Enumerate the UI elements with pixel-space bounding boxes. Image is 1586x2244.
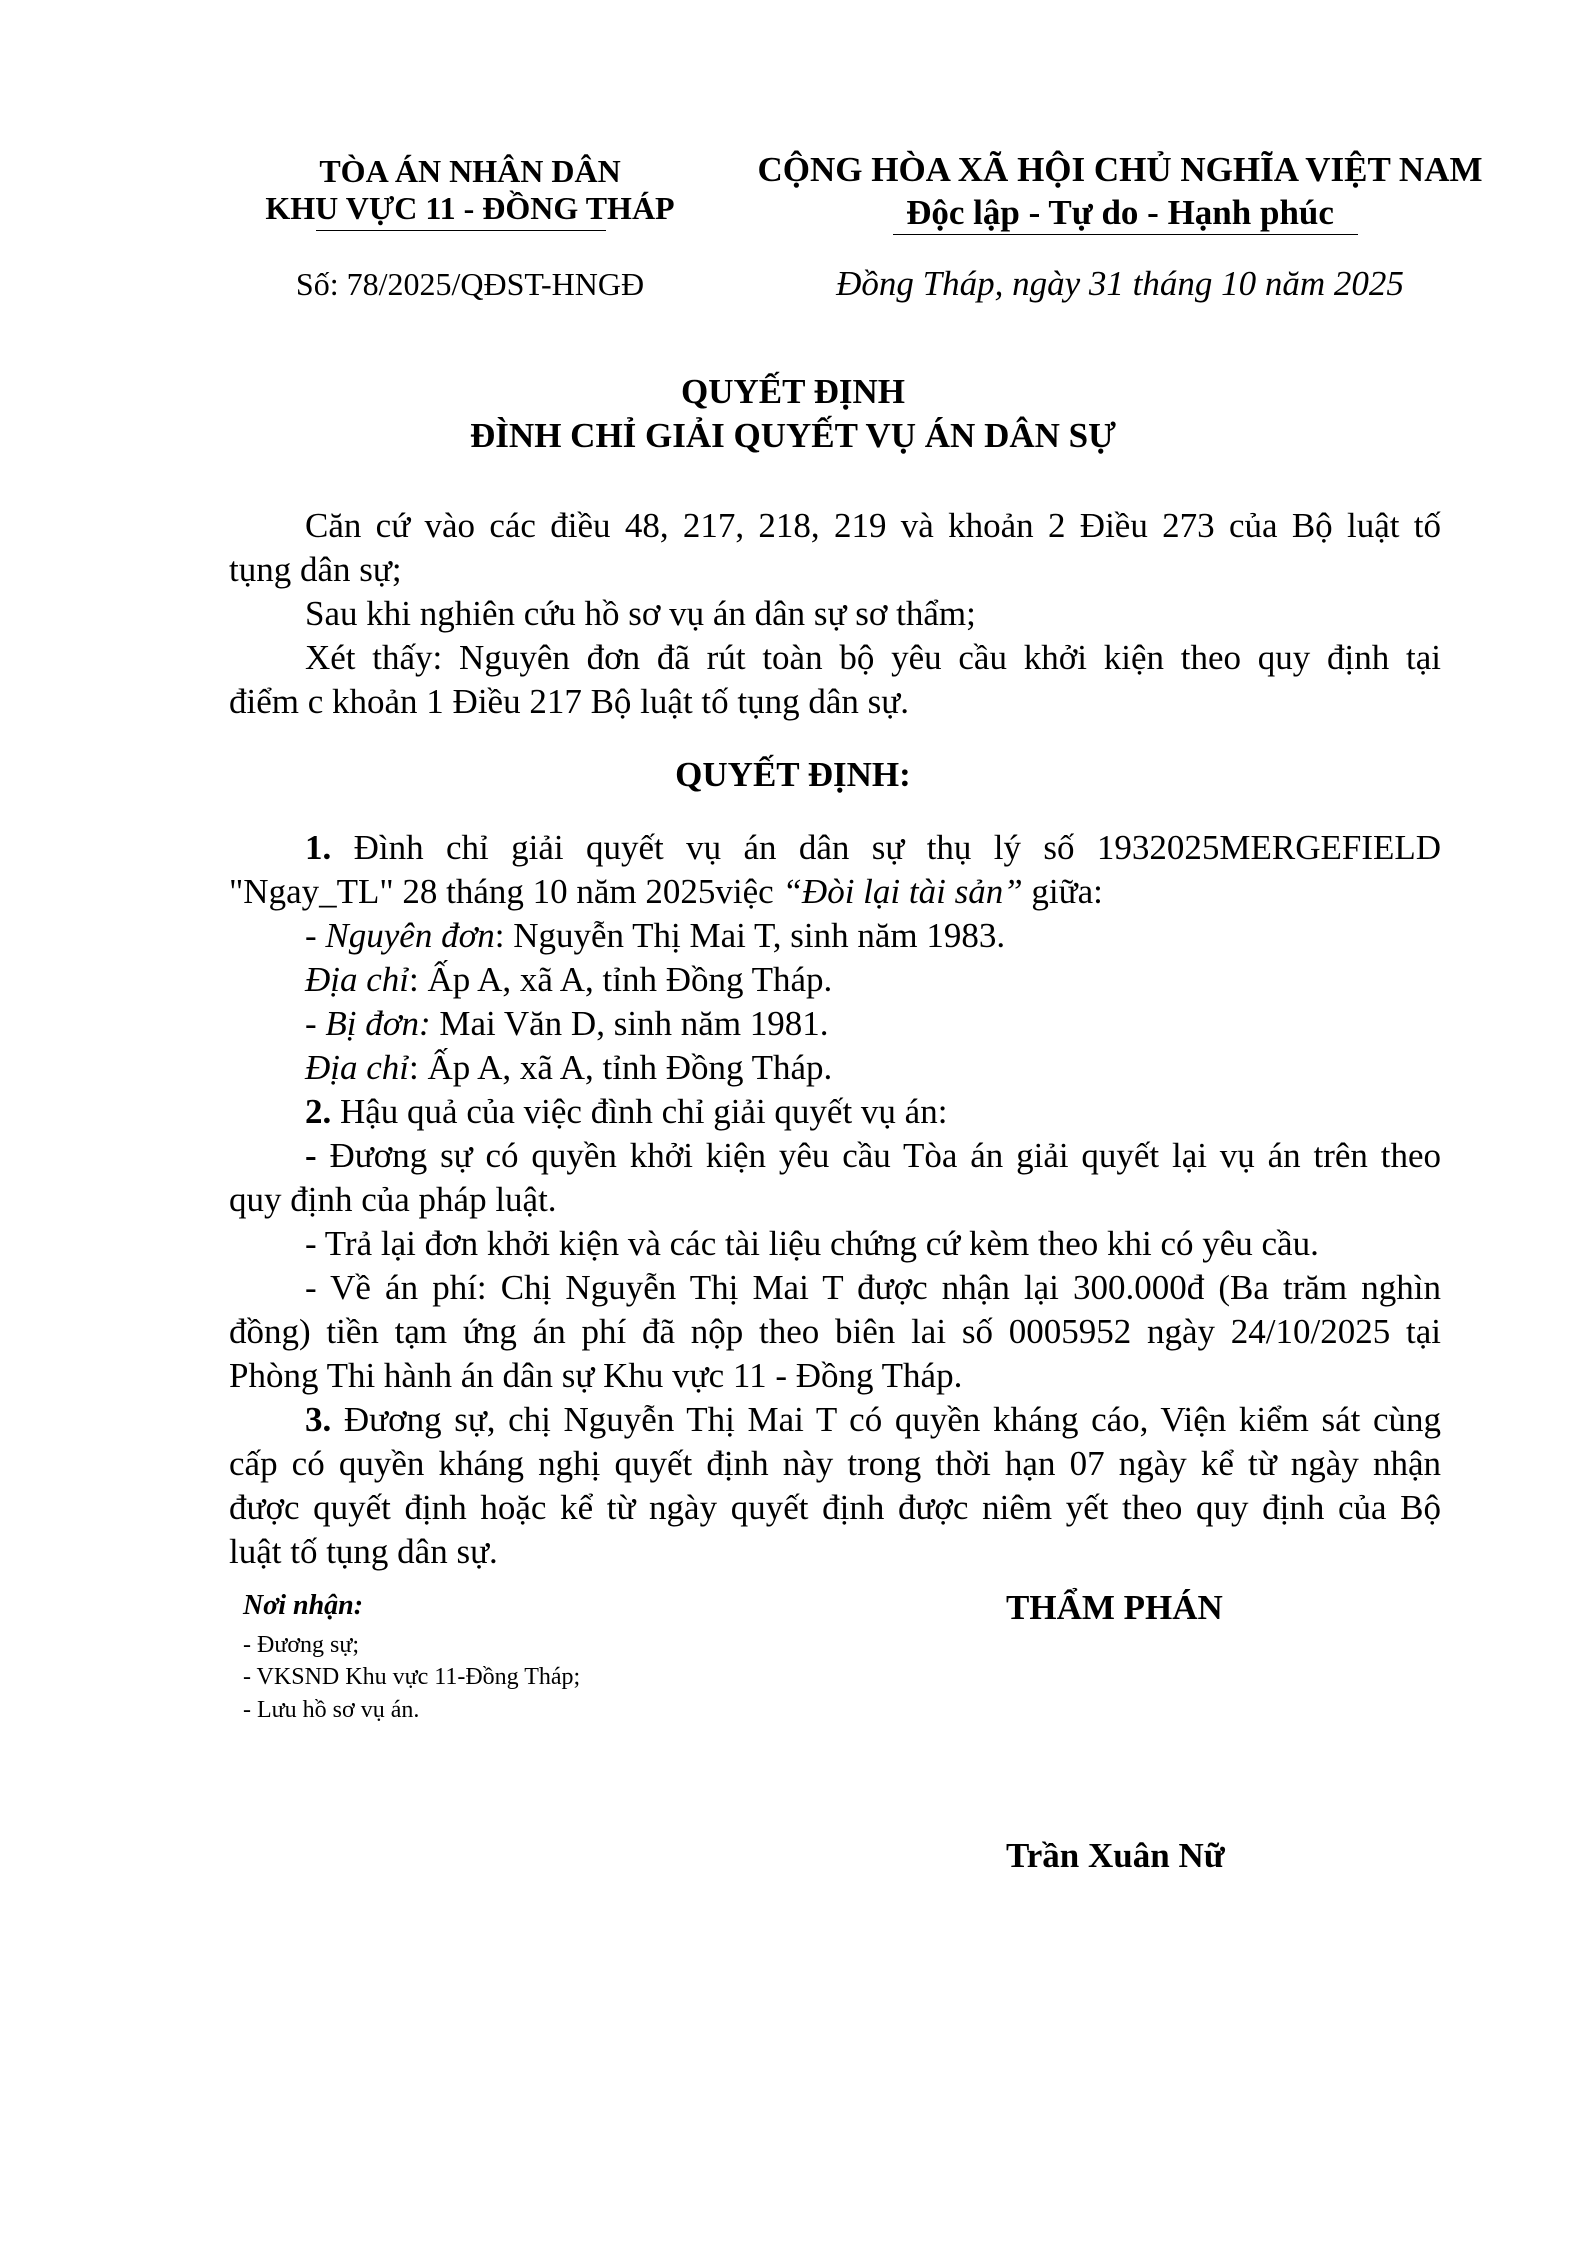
national-motto: Độc lập - Tự do - Hạnh phúc — [906, 193, 1334, 232]
item2-bullet3-line3: Phòng Thi hành án dân sự Khu vực 11 - Đồng Tháp. — [229, 1356, 963, 1395]
defendant-text: Mai Văn D, sinh năm 1981. — [430, 1004, 829, 1043]
document-title: QUYẾT ĐỊNH — [681, 372, 905, 411]
item1-text: "Ngay_TL" 28 tháng 10 năm 2025việc — [229, 872, 783, 911]
item3-line1 — [229, 1398, 1441, 1442]
recipient-item: - VKSND Khu vực 11-Đồng Tháp; — [243, 1664, 581, 1690]
item3-text: Đương sự, chị Nguyễn Thị Mai T có quyền kháng cáo, Viện kiểm sát cùng — [331, 1400, 1441, 1439]
country-name: CỘNG HÒA XÃ HỘI CHỦ NGHĨA VIỆT NAM — [757, 150, 1483, 189]
document-number: Số: 78/2025/QĐST-HNGĐ — [295, 266, 645, 302]
signer-name: Trần Xuân Nữ — [1006, 1836, 1225, 1875]
preamble-line: điểm c khoản 1 Điều 217 Bộ luật tố tụng dân sự. — [229, 682, 909, 721]
dash: - — [305, 1136, 317, 1175]
item2-text: Hậu quả của việc đình chỉ giải quyết vụ án: — [331, 1092, 948, 1131]
court-name-line1: TÒA ÁN NHÂN DÂN — [319, 153, 621, 189]
item2-bullet1-line2: quy định của pháp luật. — [229, 1180, 557, 1219]
item1-line1 — [229, 826, 1441, 870]
place-and-date: Đồng Tháp, ngày 31 tháng 10 năm 2025 — [836, 264, 1404, 303]
dash: - — [305, 916, 326, 955]
court-name-line2: KHU VỰC 11 - ĐỒNG THÁP — [265, 190, 675, 226]
recipient-item: - Đương sự; — [243, 1632, 360, 1658]
address-label: Địa chỉ — [305, 960, 410, 999]
plaintiff-text: : Nguyễn Thị Mai T, sinh năm 1983. — [494, 916, 1006, 955]
item2-heading — [229, 1090, 1441, 1134]
item2-bullet3-line2: đồng) tiền tạm ứng án phí đã nộp theo biên lai số 0005952 ngày 24/10/2025 tại — [229, 1312, 1441, 1351]
preamble — [229, 504, 1441, 724]
recipients-title: Nơi nhận: — [243, 1590, 364, 1621]
decision-heading: QUYẾT ĐỊNH: — [675, 755, 911, 794]
signer-role: THẨM PHÁN — [1006, 1588, 1223, 1627]
plaintiff-address-line — [229, 958, 1441, 1002]
plaintiff-line — [229, 914, 1441, 958]
preamble-line: tụng dân sự; — [229, 550, 402, 589]
court-underline — [316, 230, 606, 231]
item3-line3: được quyết định hoặc kể từ ngày quyết định được niêm yết theo quy định của Bộ — [229, 1488, 1441, 1527]
item2-bullet2: - Trả lại đơn khởi kiện và các tài liệu chứng cứ kèm theo khi có yêu cầu. — [305, 1224, 1319, 1263]
item1-line2 — [229, 870, 1441, 914]
document-subtitle: ĐÌNH CHỈ GIẢI QUYẾT VỤ ÁN DÂN SỰ — [470, 416, 1116, 455]
defendant-address-line — [229, 1046, 1441, 1090]
item3-line4: luật tố tụng dân sự. — [229, 1532, 498, 1571]
address-label: Địa chỉ — [305, 1048, 410, 1087]
item1-text: giữa: — [1022, 872, 1103, 911]
plaintiff-label: Nguyên đơn — [325, 916, 495, 955]
preamble-line: Sau khi nghiên cứu hồ sơ vụ án dân sự sơ thẩm; — [305, 594, 976, 633]
case-subject: “Đòi lại tài sản” — [782, 872, 1023, 911]
motto-underline — [893, 234, 1358, 235]
item3-line2: cấp có quyền kháng nghị quyết định này trong thời hạn 07 ngày kể từ ngày nhận — [229, 1444, 1441, 1483]
address-text: : Ấp A, xã A, tỉnh Đồng Tháp. — [409, 960, 833, 999]
address-text: : Ấp A, xã A, tỉnh Đồng Tháp. — [409, 1048, 833, 1087]
item2-bullet1-line1 — [229, 1134, 1441, 1178]
defendant-line — [229, 1002, 1441, 1046]
item1-text: Đình chỉ giải quyết vụ án dân sự thụ lý số 1932025MERGEFIELD — [353, 828, 1442, 867]
item-number: 1. — [305, 828, 332, 867]
preamble-line: Xét thấy: Nguyên đơn đã rút toàn bộ yêu cầu khởi kiện theo quy định tại — [305, 638, 1441, 677]
decision-items — [229, 826, 1441, 1574]
dash: - — [305, 1004, 326, 1043]
preamble-line: Căn cứ vào các điều 48, 217, 218, 219 và khoản 2 Điều 273 của Bộ luật tố — [305, 506, 1441, 545]
item-number: 3. — [305, 1400, 332, 1439]
item2-bullet3-line1: - Về án phí: Chị Nguyễn Thị Mai T được nhận lại 300.000đ (Ba trăm nghìn — [305, 1268, 1441, 1307]
item-number: 2. — [305, 1092, 332, 1131]
recipient-item: - Lưu hồ sơ vụ án. — [243, 1697, 420, 1723]
defendant-label: Bị đơn: — [325, 1004, 431, 1043]
item2-text: Đương sự có quyền khởi kiện yêu cầu Tòa án giải quyết lại vụ án trên theo — [316, 1136, 1441, 1175]
